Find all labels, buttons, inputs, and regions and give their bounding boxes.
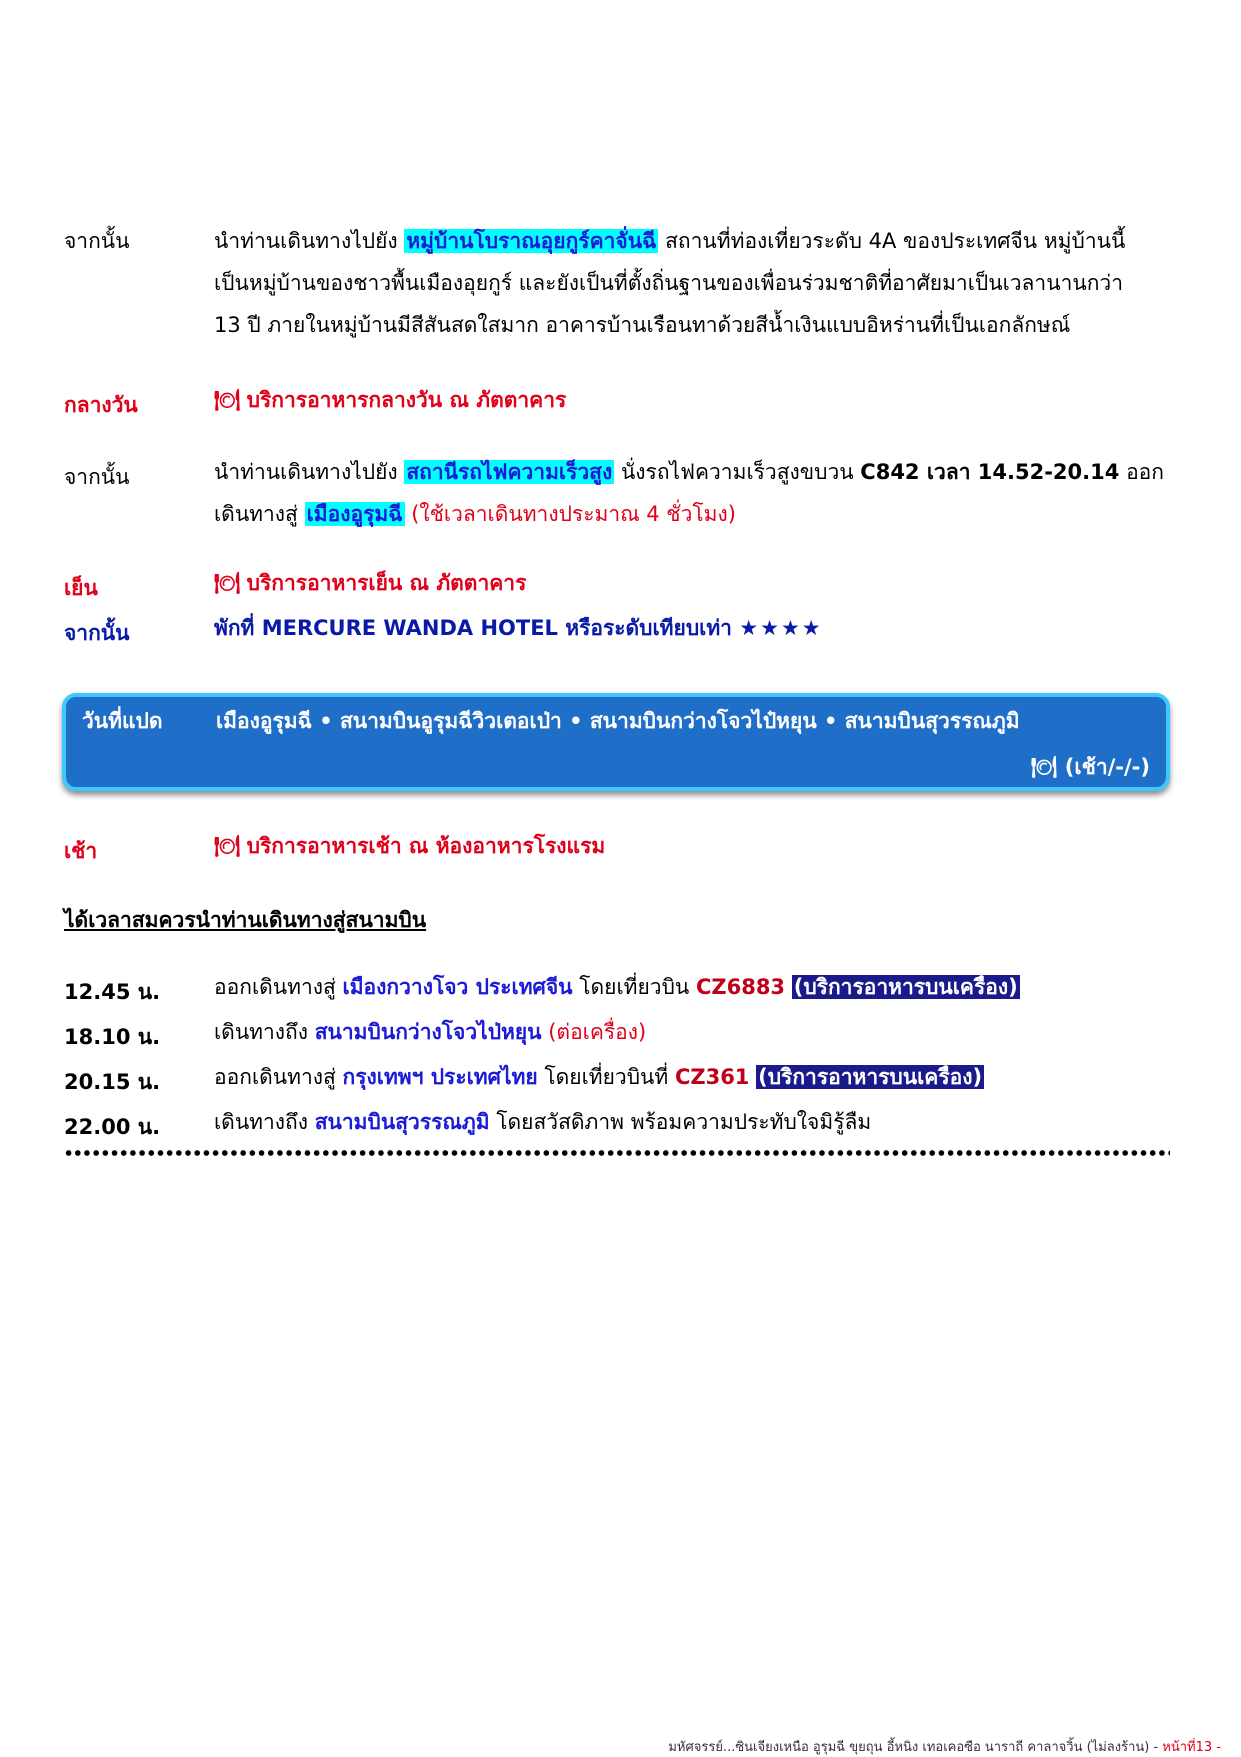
label-breakfast: เช้า xyxy=(64,839,98,863)
text-segment: เดินทางถึง xyxy=(214,1110,309,1134)
text-segment: ออกเดินทางสู่ xyxy=(214,975,336,999)
day-meals-text: (เช้า/-/-) xyxy=(1064,755,1150,779)
highlight-station: สถานีรถไฟความเร็วสูง xyxy=(406,460,613,484)
meal-note: (บริการอาหารบนเครื่อง) xyxy=(758,1065,983,1089)
paragraph-line-2 xyxy=(214,493,1164,535)
day-route: เมืองอูรุมฉี • สนามบินอูรุมฉีวิวเตอเป่า • สนามบินกว่างโจวไป๋หยุน • สนามบินสุวรรณภูมิ xyxy=(216,709,1020,733)
lunch-line xyxy=(214,379,566,421)
highlight-city: เมืองอูรุมฉี xyxy=(306,502,403,526)
label-then-1: จากนั้น xyxy=(64,229,130,253)
schedule-row xyxy=(214,1011,646,1053)
paragraph-line-1 xyxy=(214,220,1125,262)
flight-number: CZ6883 xyxy=(695,975,786,999)
dotted-divider xyxy=(64,1150,1170,1156)
train-number: C842 เวลา 14.52-20.14 xyxy=(860,460,1120,484)
flight-number: CZ361 xyxy=(674,1065,750,1089)
text-segment: นั่งรถไฟความเร็วสูงขบวน xyxy=(620,460,854,484)
destination: สนามบินสุวรรณภูมิ xyxy=(314,1110,490,1134)
transfer-note: (ต่อเครื่อง) xyxy=(548,1020,647,1044)
breakfast-text: บริการอาหารเช้า ณ ห้องอาหารโรงแรม xyxy=(246,834,606,858)
plate-icon: 🍽︎ xyxy=(214,834,241,858)
page-number: หน้าที่13 - xyxy=(1162,1740,1221,1755)
travel-duration: (ใช้เวลาเดินทางประมาณ 4 ชั่วโมง) xyxy=(411,502,736,526)
schedule-row xyxy=(214,966,1020,1008)
day-header-bar xyxy=(62,693,1170,791)
plate-icon: 🍽︎ xyxy=(214,388,241,412)
hotel-text: พักที่ MERCURE WANDA HOTEL หรือระดับเทียบเท่า xyxy=(214,616,732,640)
text-segment: เดินทางถึง xyxy=(214,1020,309,1044)
schedule-row xyxy=(214,1056,984,1098)
day-meals xyxy=(1031,751,1150,784)
text-segment: โดยเที่ยวบินที่ xyxy=(544,1065,669,1089)
paragraph-train xyxy=(214,451,1164,535)
footer-text: มหัศจรรย์...ซินเจียงเหนือ อูรุมฉี ขุยถุน อี้หนิง เทอเคอซือ นาราถี คาลาจวิ้น (ไม่ลงร้าน) - xyxy=(668,1740,1159,1755)
text-segment: โดยเที่ยวบิน xyxy=(579,975,690,999)
schedule-time: 20.15 น. xyxy=(64,1070,161,1094)
destination: สนามบินกว่างโจวไป่หยุน xyxy=(314,1020,542,1044)
plate-icon: 🍽︎ xyxy=(214,571,241,595)
day-label: วันที่แปด xyxy=(82,709,163,733)
text-segment: สถานที่ท่องเที่ยวระดับ 4A ของประเทศจีน หมู่บ้านนี้ xyxy=(665,229,1126,253)
text-segment: โดยสวัสดิภาพ พร้อมความประทับใจมิรู้ลืม xyxy=(496,1110,872,1134)
label-then-2: จากนั้น xyxy=(64,465,130,489)
paragraph-line-2: เป็นหมู่บ้านของชาวพื้นเมืองอุยกูร์ และยังเป็นที่ตั้งถิ่นฐานของเพื่อนร่วมชาติที่อาศัยมาเป็นเวลานานกว่า xyxy=(214,271,1124,295)
meal-note: (บริการอาหารบนเครื่อง) xyxy=(793,975,1018,999)
text-segment: ออกเดินทางสู่ xyxy=(214,1065,336,1089)
paragraph-village xyxy=(214,220,1125,346)
text-segment: นำท่านเดินทางไปยัง xyxy=(214,229,398,253)
destination: กรุงเทพฯ ประเทศไทย xyxy=(342,1065,538,1089)
label-then-3: จากนั้น xyxy=(64,621,130,645)
dinner-line xyxy=(214,562,526,604)
paragraph-line-1 xyxy=(214,451,1164,493)
breakfast-line xyxy=(214,825,605,867)
text-segment: เดินทางสู่ xyxy=(214,502,298,526)
airport-heading: ได้เวลาสมควรนำท่านเดินทางสู่สนามบิน xyxy=(64,908,427,932)
schedule-time: 18.10 น. xyxy=(64,1025,161,1049)
lunch-text: บริการอาหารกลางวัน ณ ภัตตาคาร xyxy=(246,388,567,412)
text-segment: นำท่านเดินทางไปยัง xyxy=(214,460,398,484)
destination: เมืองกวางโจว ประเทศจีน xyxy=(342,975,573,999)
schedule-time: 22.00 น. xyxy=(64,1115,161,1139)
plate-icon: 🍽︎ xyxy=(1030,755,1058,779)
text-segment: ออก xyxy=(1126,460,1165,484)
highlight-village: หมู่บ้านโบราณอุยกูร์คาจั่นฉี xyxy=(406,229,657,253)
hotel-line xyxy=(214,607,823,649)
label-lunch: กลางวัน xyxy=(64,393,138,417)
schedule-time: 12.45 น. xyxy=(64,980,161,1004)
paragraph-line-3: 13 ปี ภายในหมู่บ้านมีสีสันสดใสมาก อาคารบ้านเรือนทาด้วยสีน้ำเงินแบบอิหร่านที่เป็นเอกลักษณ์ xyxy=(214,313,1071,337)
label-dinner: เย็น xyxy=(64,576,98,600)
star-rating: ★★★★ xyxy=(739,616,823,640)
schedule-row xyxy=(214,1101,871,1143)
dinner-text: บริการอาหารเย็น ณ ภัตตาคาร xyxy=(246,571,527,595)
